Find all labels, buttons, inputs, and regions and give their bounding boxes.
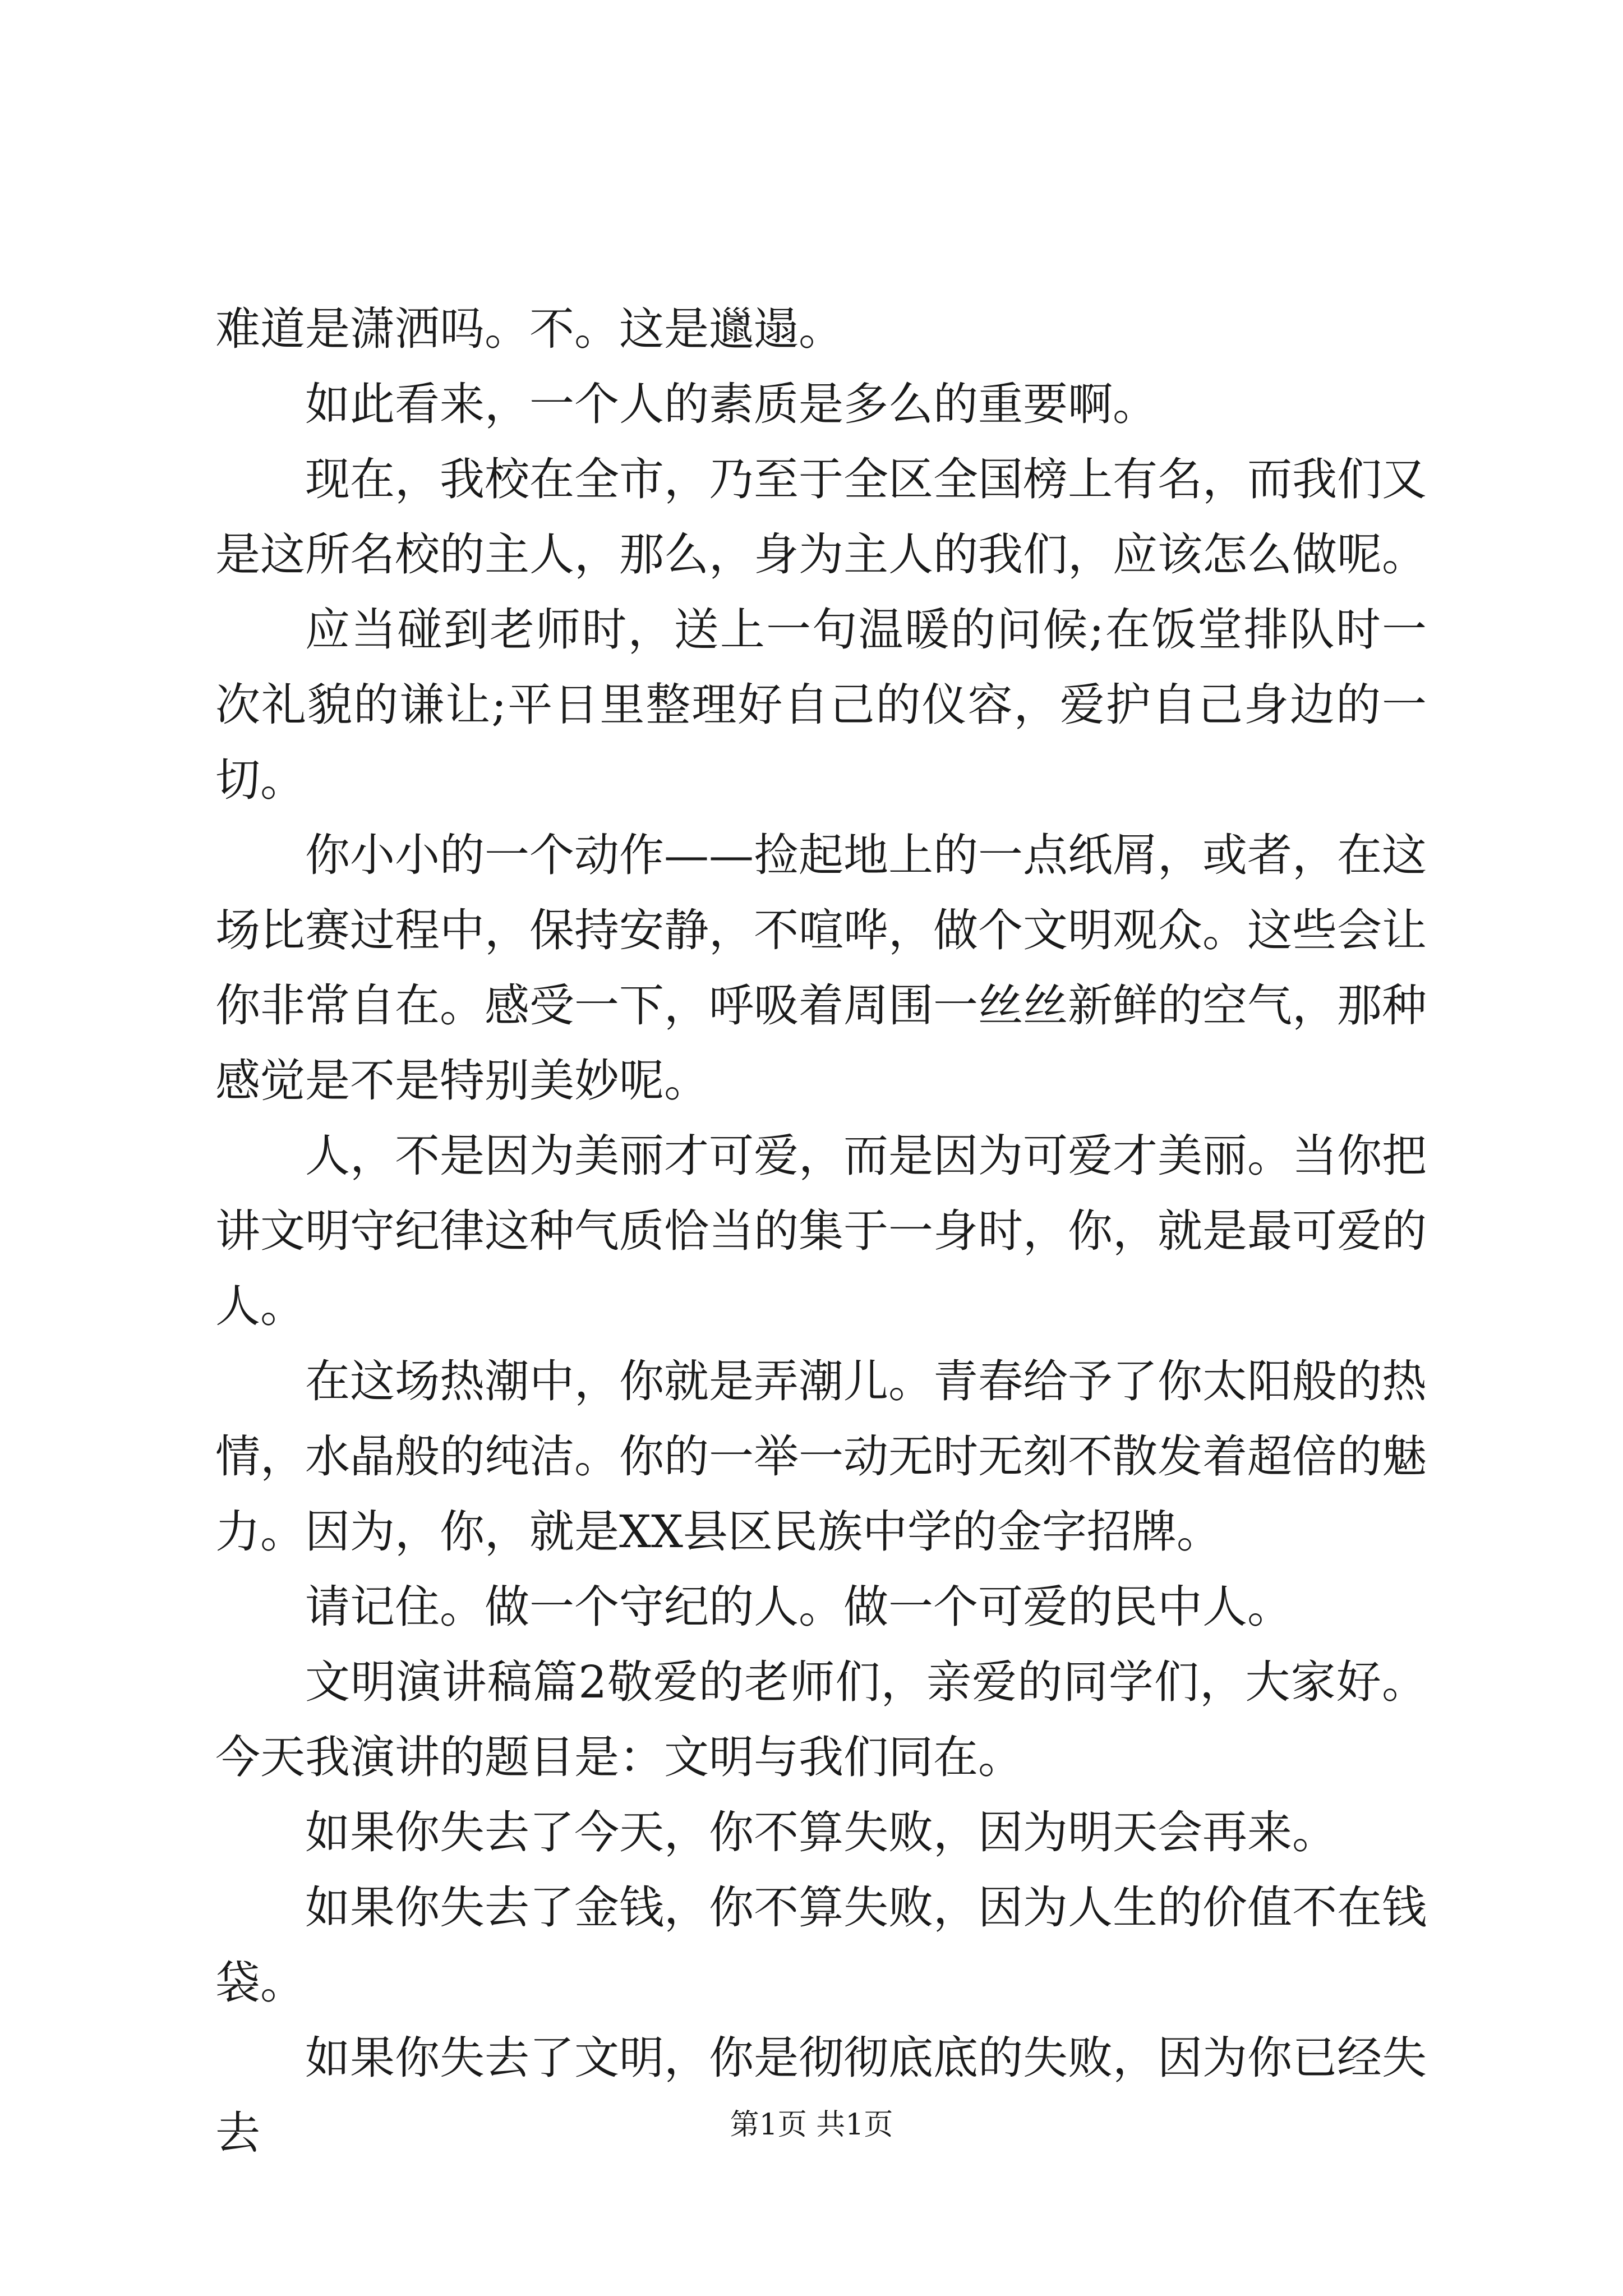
- paragraph-12: 如果你失去了文明，你是彻彻底底的失败，因为你已经失去: [215, 2032, 1427, 2159]
- paragraph-11: 如果你失去了金钱，你不算失败，因为人生的价值不在钱袋。: [215, 1881, 1427, 2009]
- paragraph-10: 如果你失去了今天，你不算失败，因为明天会再来。: [305, 1806, 1337, 1858]
- paragraph-7: 在这场热潮中，你就是弄潮儿。青春给予了你太阳般的热情，水晶般的纯洁。你的一举一动无时无刻不散发着超倍的魅力。因为，你，就是XX县区民族中学的金字招牌。: [215, 1355, 1427, 1558]
- paragraph-2: 如此看来，一个人的素质是多么的重要啊。: [305, 378, 1158, 430]
- paragraph-4: 应当碰到老师时，送上一句温暖的问候;在饭堂排队时一次礼貌的谦让;平日里整理好自己的仪容，爱护自己身边的一切。: [215, 604, 1427, 806]
- paragraph-9: 文明演讲稿篇2敬爱的老师们，亲爱的同学们，大家好。今天我演讲的题目是：文明与我们同在。: [215, 1656, 1427, 1783]
- paragraph-6: 人，不是因为美丽才可爱，而是因为可爱才美丽。当你把讲文明守纪律这种气质恰当的集于一身时，你，就是最可爱的人。: [215, 1130, 1427, 1332]
- document-body: [215, 292, 1427, 2171]
- paragraph-8: 请记住。做一个守纪的人。做一个可爱的民中人。: [305, 1581, 1292, 1633]
- page-number-footer: 第1页 共1页: [730, 2108, 893, 2142]
- paragraph-1: 难道是潇洒吗。不。这是邋遢。: [215, 303, 843, 355]
- paragraph-3: 现在，我校在全市，乃至于全区全国榜上有名，而我们又是这所名校的主人，那么，身为主人的我们，应该怎么做呢。: [215, 453, 1427, 581]
- paragraph-5: 你小小的一个动作——捡起地上的一点纸屑，或者，在这场比赛过程中，保持安静，不喧哗，做个文明观众。这些会让你非常自在。感受一下，呼吸着周围一丝丝新鲜的空气，那种感觉是不是特别美妙呢。: [215, 829, 1427, 1107]
